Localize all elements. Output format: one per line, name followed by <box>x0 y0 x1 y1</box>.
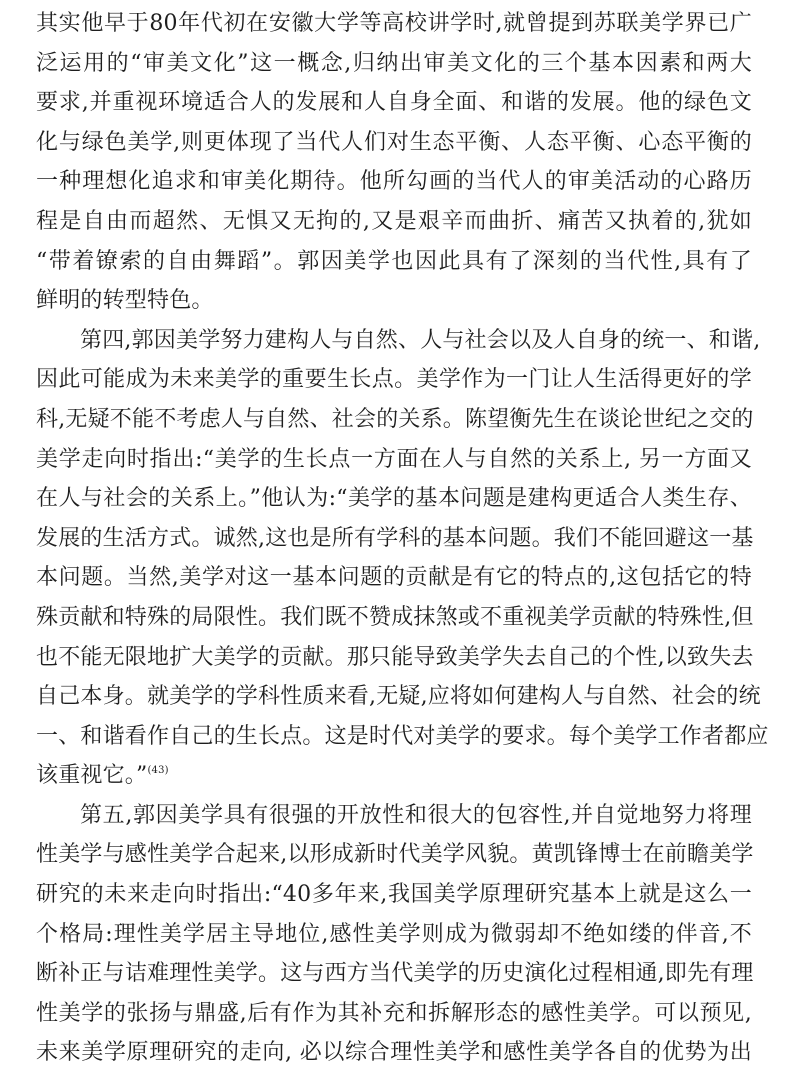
text-line: 因此可能成为未来美学的重要生长点。美学作为一门让人生活得更好的学 <box>36 367 752 393</box>
text-line: 未来美学原理研究的走向, 必以综合理性美学和感性美学各自的优势为出 <box>36 1040 752 1066</box>
text-line <box>36 756 752 796</box>
text-line: 自己本身。就美学的学科性质来看,无疑,应将如何建构人与自然、社会的统 <box>36 684 761 710</box>
text-line: 美学走向时指出:“美学的生长点一方面在人与自然的关系上, 另一方面又 <box>36 446 752 472</box>
text-line: 殊贡献和特殊的局限性。我们既不赞成抹煞或不重视美学贡献的特殊性,但 <box>36 604 754 630</box>
text-line: 要求,并重视环境适合人的发展和人自身全面、和谐的发展。他的绿色文 <box>36 90 752 116</box>
text-line: 个格局:理性美学居主导地位,感性美学则成为微弱却不绝如缕的伴音,不 <box>36 921 752 947</box>
text-line: 本问题。当然,美学对这一基本问题的贡献是有它的特点的,这包括它的特 <box>36 565 752 591</box>
text-line: 发展的生活方式。诚然,这也是所有学科的基本问题。我们不能回避这一基 <box>36 525 754 551</box>
text-line: 性美学的张扬与鼎盛,后有作为其补充和拆解形态的感性美学。可以预见, <box>36 1000 752 1026</box>
text-line: 一、和谐看作自己的生长点。这是时代对美学的要求。每个美学工作者都应 <box>36 723 769 749</box>
text-line: 研究的未来走向时指出:“40多年来,我国美学原理研究基本上就是这么一 <box>36 882 752 908</box>
footnote-marker: (43) <box>147 765 169 777</box>
paragraph <box>36 4 752 321</box>
text-line: 性美学与感性美学合起来,以形成新时代美学风貌。黄凯锋博士在前瞻美学 <box>36 842 754 868</box>
document-page <box>36 4 769 1073</box>
text-line: 断补正与诘难理性美学。这与西方当代美学的历史演化过程相通,即先有理 <box>36 961 754 987</box>
text-line: 也不能无限地扩大美学的贡献。那只能导致美学失去自己的个性,以致失去 <box>36 644 754 670</box>
text-line: 第五,郭因美学具有很强的开放性和很大的包容性,并自觉地努力将理 <box>80 802 752 828</box>
text-line: 其实他早于80年代初在安徽大学等高校讲学时,就曾提到苏联美学界已广 <box>36 11 752 36</box>
text-line-content: 该重视它。” <box>36 763 148 789</box>
paragraph <box>36 321 769 796</box>
text-line: 泛运用的“审美文化”这一概念,归纳出审美文化的三个基本因素和两大 <box>36 50 752 76</box>
paragraph <box>36 796 752 1073</box>
text-line: 第四,郭因美学努力建构人与自然、人与社会以及人自身的统一、和谐, <box>80 327 761 353</box>
text-line: 在人与社会的关系上。”他认为:“美学的基本问题是建构更适合人类生存、 <box>36 486 752 512</box>
text-line: 鲜明的转型特色。 <box>36 288 214 314</box>
text-line: 程是自由而超然、无惧又无拘的,又是艰辛而曲折、痛苦又执着的,犹如 <box>36 208 752 234</box>
text-line: 科,无疑不能不考虑人与自然、社会的关系。陈望衡先生在谈论世纪之交的 <box>36 406 754 432</box>
text-line: 化与绿色美学,则更体现了当代人们对生态平衡、人态平衡、心态平衡的 <box>36 129 752 155</box>
text-line: 一种理想化追求和审美化期待。他所勾画的当代人的审美活动的心路历 <box>36 169 752 195</box>
text-line: “带着镣索的自由舞蹈”。郭因美学也因此具有了深刻的当代性,具有了 <box>36 248 752 274</box>
